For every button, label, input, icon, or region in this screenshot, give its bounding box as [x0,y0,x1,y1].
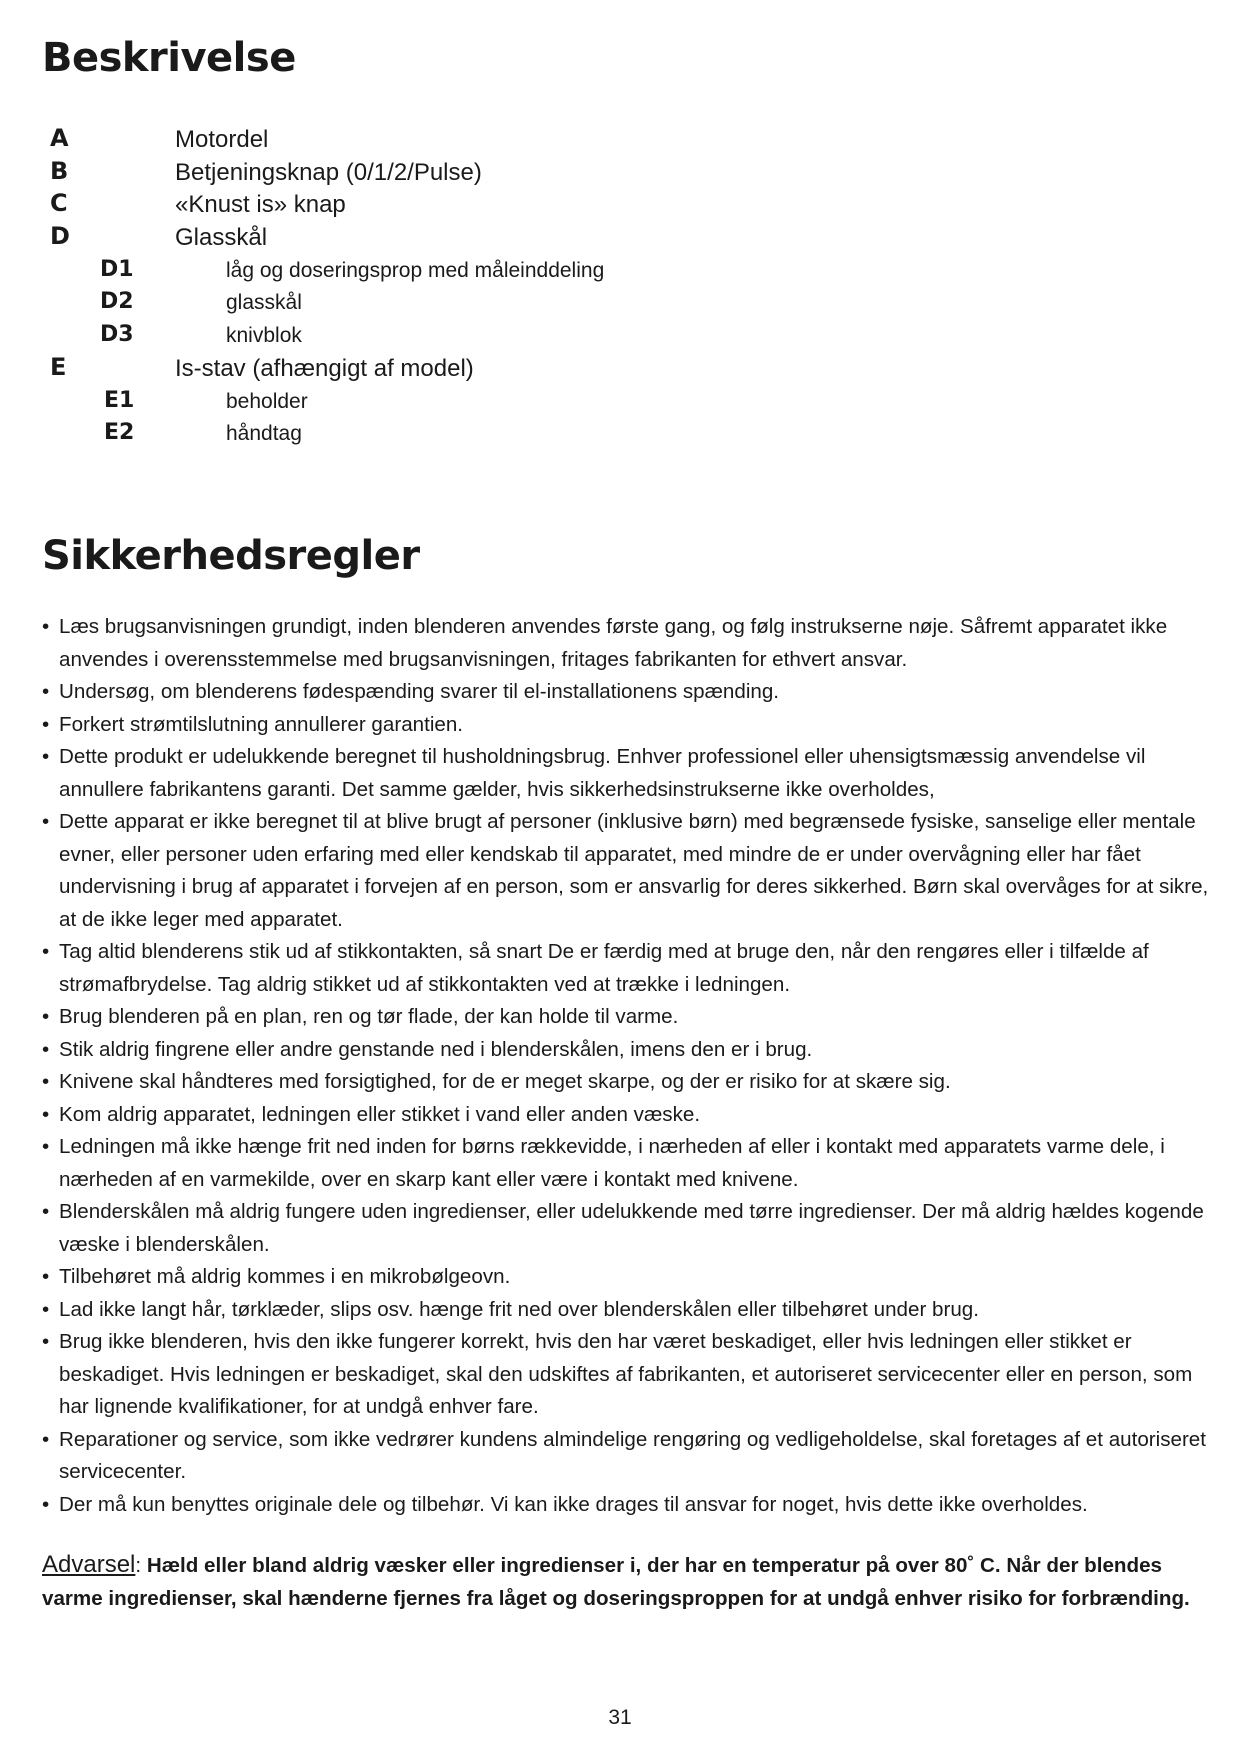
part-item [0,351,1240,384]
safety-rule [42,1001,1210,1034]
rule-text: Lad ikke langt hår, tørklæder, slips osv. hænge frit ned over blenderskålen eller tilbehøret under brug. [59,1297,979,1321]
rule-text: Reparationer og service, som ikke vedrører kundens almindelige rengøring og vedligeholdelse, skal foretages af et autoriseret servicecenter. [59,1427,1206,1483]
warning-label: Advarsel [42,1551,136,1578]
sub-part-code: D1 [100,256,134,282]
bullet-icon: • [42,745,50,768]
bullet-icon: • [42,1427,50,1451]
rule-text: Forkert strømtilslutning annullerer garantien. [59,712,464,736]
part-code: C [50,189,68,218]
sub-part-label: glasskål [226,291,302,315]
safety-rule [42,1326,1210,1424]
bullet-icon: • [42,1330,50,1353]
rule-text: Undersøg, om blenderens fødespænding svarer til el-installationens spænding. [59,680,780,703]
sub-part-label: beholder [226,389,308,413]
bullet-icon: • [42,1005,50,1028]
safety-rule [42,1131,1210,1196]
safety-rule [42,1066,1210,1099]
sub-part-label: knivblok [226,324,302,348]
rule-text: Tilbehøret må aldrig kommes i en mikrobølgeovn. [59,1265,511,1288]
part-label: Is-stav (afhængigt af model) [175,354,474,382]
sub-part-code: D2 [100,289,134,315]
bullet-icon: • [42,680,50,703]
part-code: D [50,222,70,251]
safety-rules-list [42,611,1210,1521]
part-label: «Knust is» knap [175,191,346,219]
rule-text: Stik aldrig fingrene eller andre genstande ned i blenderskålen, imens den er i brug. [59,1037,813,1061]
sub-part-code: E2 [104,420,135,446]
sub-part-item [0,285,1240,318]
sub-part-item [0,253,1240,286]
sub-part-code: E1 [104,387,135,413]
bullet-icon: • [42,712,50,736]
safety-rule [42,936,1210,1001]
safety-rule [42,709,1210,742]
bullet-icon: • [42,940,50,963]
page-number: 31 [608,1706,632,1729]
rule-text: Læs brugsanvisningen grundigt, inden blenderen anvendes første gang, og følg instrukserne nøje. Såfremt apparatet ikke anvendes i overensstemmelse med brugsanvisningen, fritages fabrikanten for ethvert ansvar. [59,615,1168,671]
safety-rule [42,741,1210,806]
description-title: Beskrivelse [42,35,296,81]
bullet-icon: • [42,1102,50,1126]
part-label: Betjeningsknap (0/1/2/Pulse) [175,158,482,186]
bullet-icon: • [42,810,50,833]
part-code: E [50,352,67,381]
safety-rule [42,806,1210,936]
bullet-icon: • [42,615,50,638]
part-item [0,155,1240,188]
rule-text: Brug ikke blenderen, hvis den ikke fungerer korrekt, hvis den har været beskadiget, eller hvis ledningen eller stikket er beskadiget. Hvis ledningen er beskadiget, skal den udskiftes af fabrikanten, et autoriseret servicecenter eller en person, som har lignende kvalifikationer, for at undgå enhver fare. [59,1330,1193,1418]
sub-part-code: D3 [100,322,134,348]
safety-rule [42,1034,1210,1067]
part-item [0,220,1240,253]
rule-text: Tag altid blenderens stik ud af stikkontakten, så snart De er færdig med at bruge den, når den rengøres eller i tilfælde af strømafbrydelse. Tag aldrig stikket ud af stikkontakten ved at trække i ledningen. [59,940,1149,996]
bullet-icon: • [42,1135,50,1158]
sub-part-item [0,416,1240,449]
safety-rule [42,1489,1210,1522]
rule-text: Ledningen må ikke hænge frit ned inden for børns rækkevidde, i nærheden af eller i kontakt med apparatets varme dele, i nærheden af en varmekilde, over en skarp kant eller være i kontakt med knivene. [59,1135,1165,1191]
rule-text: Knivene skal håndteres med forsigtighed, for de er meget skarpe, og der er risiko for at skære sig. [59,1070,951,1093]
safety-rule [42,676,1210,709]
part-code: B [50,156,69,185]
sub-part-label: låg og doseringsprop med måleinddeling [226,258,605,282]
bullet-icon: • [42,1037,50,1061]
sub-part-item [0,384,1240,417]
part-label: Motordel [175,126,269,153]
part-code: A [50,124,69,152]
part-item [0,122,1240,155]
parts-list [0,122,1240,449]
rule-text: Dette apparat er ikke beregnet til at blive brugt af personer (inklusive børn) med begrænsede fysiske, sanselige eller mentale evner, eller personer uden erfaring med eller kendskab til apparatet, med mindre de er under overvågning eller har fået undervisning i brug af apparatet i forvejen af en person, som er ansvarlig for deres sikkerhed. Børn skal overvåges for at sikre, at de ikke leger med apparatet. [59,810,1209,931]
safety-rule [42,1196,1210,1261]
safety-rule [42,1294,1210,1327]
rule-text: Brug blenderen på en plan, ren og tør flade, der kan holde til varme. [59,1005,679,1028]
rule-text: Blenderskålen må aldrig fungere uden ingredienser, eller udelukkende med tørre ingredienser. Der må aldrig hældes kogende væske i blenderskålen. [59,1200,1204,1256]
rule-text: Kom aldrig apparatet, ledningen eller stikket i vand eller anden væske. [59,1102,701,1126]
safety-rule [42,611,1210,676]
warning-separator: : [135,1554,147,1577]
part-label: Glasskål [175,224,268,252]
bullet-icon: • [42,1492,50,1516]
part-item [0,187,1240,220]
safety-rule [42,1099,1210,1132]
safety-title: Sikkerhedsregler [42,533,420,579]
sub-part-label: håndtag [226,422,302,446]
warning-notice [42,1549,1210,1615]
safety-rule [42,1261,1210,1294]
bullet-icon: • [42,1200,50,1223]
sub-part-item [0,318,1240,351]
warning-text: Hæld eller bland aldrig væsker eller ingredienser i, der har en temperatur på over 80˚ C. Når der blendes varme ingredienser, skal hænderne fjernes fra låget og doseringsproppen for at undgå enhver risiko for forbrænding. [42,1554,1190,1610]
bullet-icon: • [42,1297,50,1321]
rule-text: Der må kun benyttes originale dele og tilbehør. Vi kan ikke drages til ansvar for noget, hvis dette ikke overholdes. [59,1492,1088,1516]
rule-text: Dette produkt er udelukkende beregnet til husholdningsbrug. Enhver professionel eller uhensigtsmæssig anvendelse vil annullere fabrikantens garanti. Det samme gælder, hvis sikkerhedsinstrukserne ikke overholdes, [59,745,1146,801]
bullet-icon: • [42,1265,50,1288]
bullet-icon: • [42,1070,50,1093]
safety-rule [42,1424,1210,1489]
